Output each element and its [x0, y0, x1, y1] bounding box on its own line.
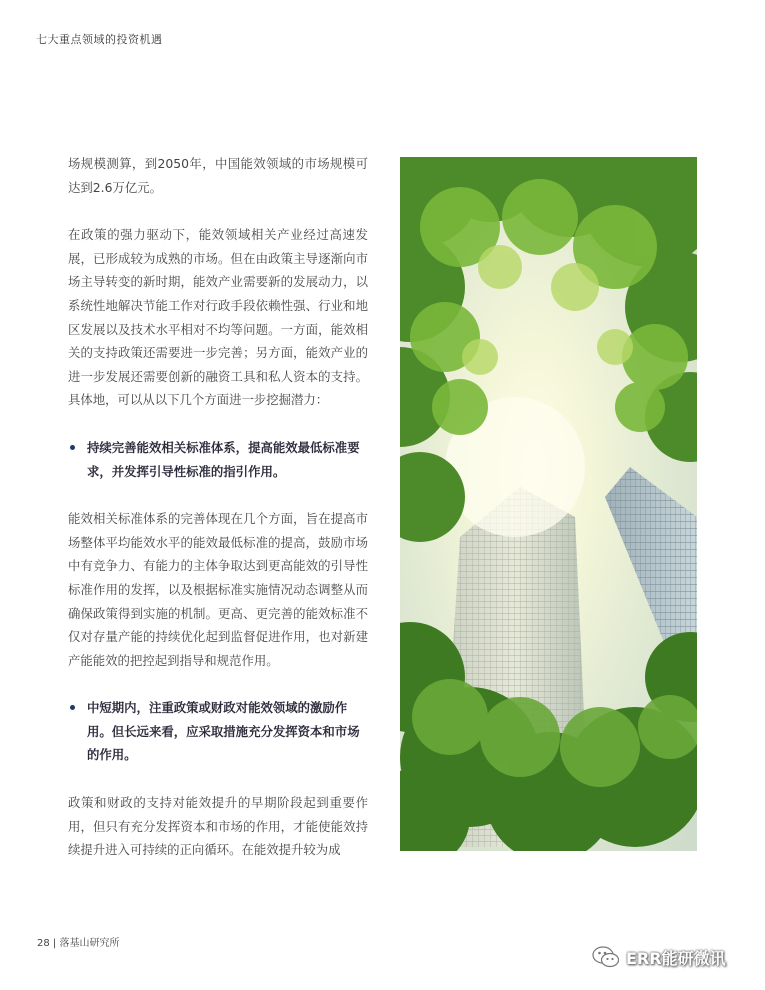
section-title: 七大重点领域的投资机遇 [36, 33, 163, 46]
wechat-watermark [592, 944, 726, 970]
bullet-text-1: 持续完善能效相关标准体系，提高能效最低标准要求，并发挥引导性标准的指引作用。 [87, 439, 360, 479]
bullet-item-1 [68, 436, 368, 483]
wechat-icon [592, 945, 620, 969]
bullet-item-2 [68, 696, 368, 767]
page-number-footer: 28 | 落基山研究所 [37, 938, 120, 949]
paragraph-4: 政策和财政的支持对能效提升的早期阶段起到重要作用，但只有充分发挥资本和市场的作用，才能使能效持续提升进入可持续的正向循环。在能效提升较为成 [68, 795, 368, 858]
bullet-dot-icon [70, 445, 75, 450]
paragraph-3: 能效相关标准体系的完善体现在几个方面，旨在提高市场整体平均能效水平的能效最低标准的提高，鼓励市场中有竞争力、有能力的主体争取达到更高能效的引导性标准作用的发挥，以及根据标准实施情况动态调整从而确保政策得到实施的机制。更高、更完善的能效标准不仅对存量产能的持续优化起到监督促进作用，也对新建产能能效的把控起到指导和规范作用。 [68, 511, 368, 668]
paragraph-1: 场规模测算，到2050年，中国能效领域的市场规模可达到2.6万亿元。 [68, 156, 368, 195]
paragraph-2: 在政策的强力驱动下，能效领域相关产业经过高速发展，已形成较为成熟的市场。但在由政策主导逐渐向市场主导转变的新时期，能效产业需要新的发展动力，以系统性地解决节能工作对行政手段依赖性强、行业和地区发展以及技术水平相对不均等问题。一方面，能效相关的支持政策还需要进一步完善；另方面，能效产业的进一步发展还需要创新的融资工具和私人资本的支持。具体地，可以从以下几个方面进一步挖掘潜力： [68, 227, 368, 408]
skyscraper-tree-photo [400, 157, 697, 851]
bullet-text-2: 中短期内，注重政策或财政对能效领域的激励作用。但长远来看，应采取措施充分发挥资本和市场的作用。 [87, 700, 360, 763]
bullet-dot-icon [70, 705, 75, 710]
text-column [68, 152, 368, 886]
watermark-text: ERR能研微讯 [626, 948, 726, 968]
